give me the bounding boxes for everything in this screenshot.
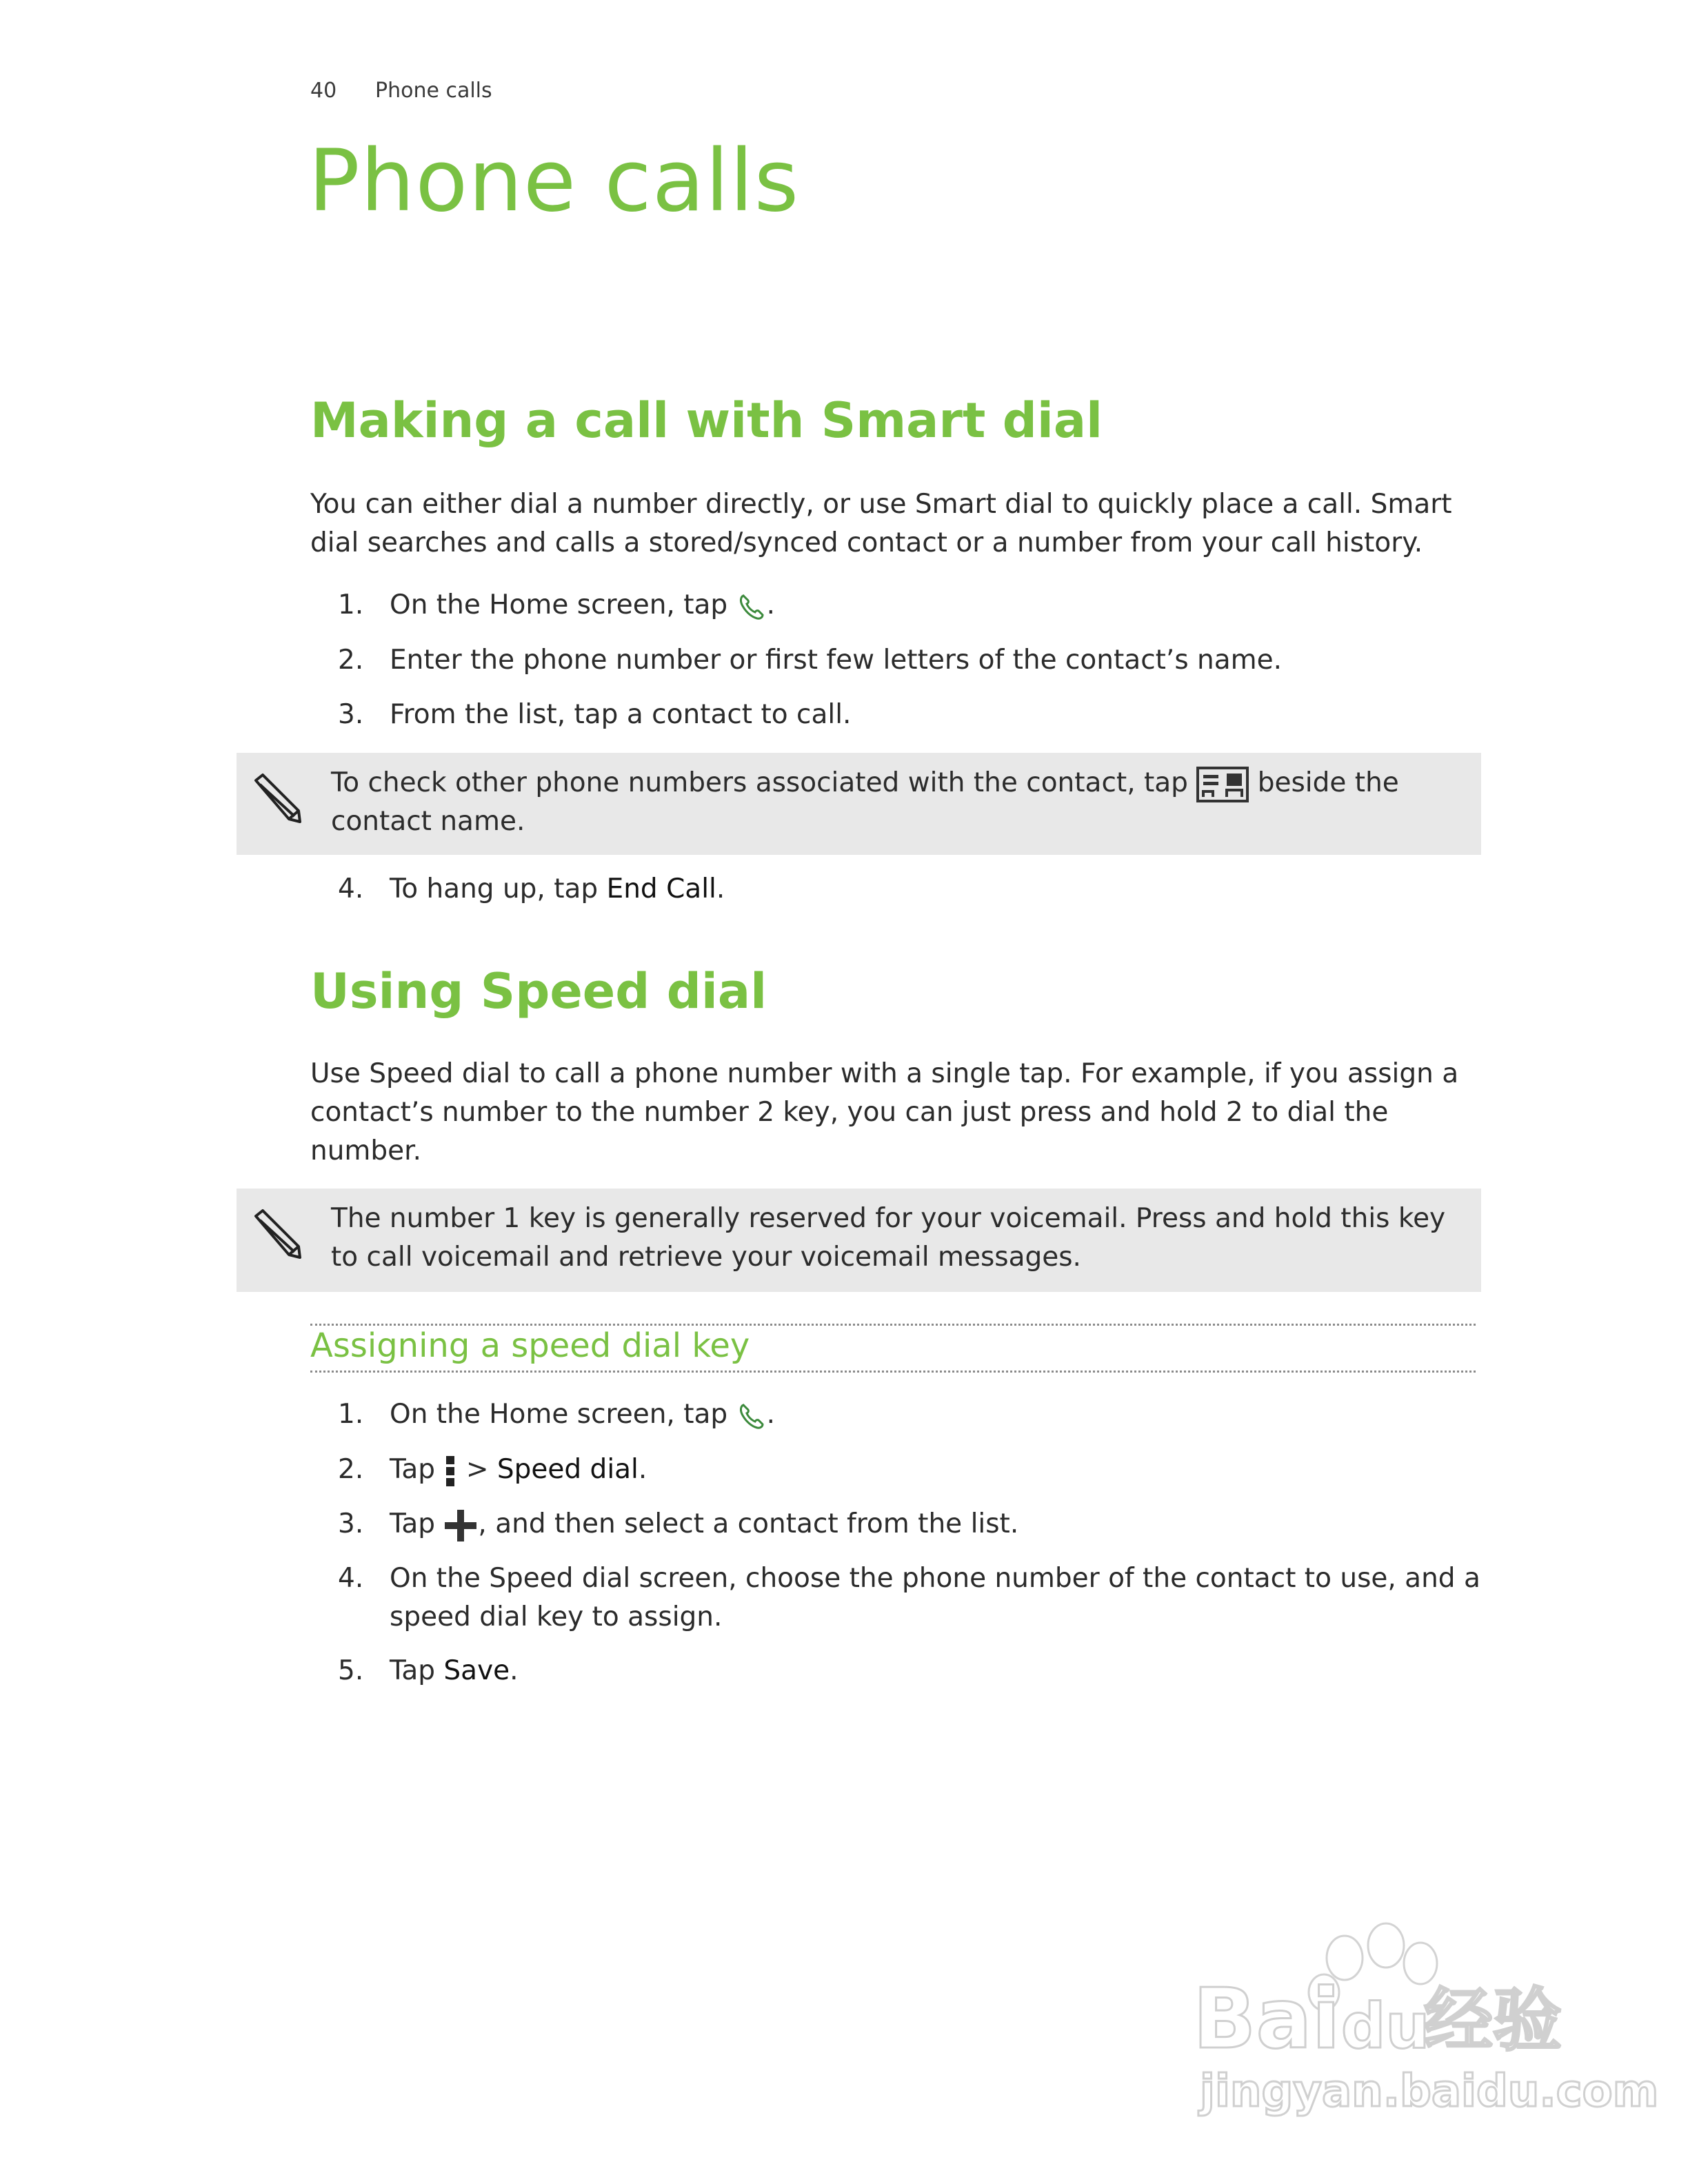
save-label: Save (443, 1655, 510, 1686)
step-text: Enter the phone number or first few letters of the contact’s name. (390, 645, 1283, 676)
step-text: On the Home screen, tap . (390, 589, 775, 620)
note-box (237, 753, 1481, 855)
section-heading-smart-dial: Making a call with Smart dial (310, 392, 1103, 449)
step-number: 3. (338, 699, 364, 730)
intro-line: dial searches and calls a stored/synced contact or a number from your call history. (310, 527, 1423, 558)
menu-dots-icon (443, 1455, 457, 1488)
running-header (310, 79, 492, 103)
step-number: 3. (338, 1508, 364, 1539)
step-number: 5. (338, 1655, 364, 1686)
pencil-note-icon (249, 771, 304, 826)
chapter-title: Phone calls (308, 132, 800, 231)
subsection-heading: Assigning a speed dial key (310, 1326, 750, 1365)
step-text: From the list, tap a contact to call. (390, 699, 852, 730)
step-number: 4. (338, 873, 364, 904)
step-text: Tap , and then select a contact from the list. (390, 1505, 1486, 1544)
note-box (237, 1189, 1481, 1292)
watermark-brand2: du (1341, 1990, 1430, 2063)
step-number: 2. (338, 645, 364, 676)
step-text: Tap Save. (390, 1655, 519, 1686)
page-number: 40 (310, 79, 337, 103)
note-text: The number 1 key is generally reserved for your voicemail. Press and hold this key to call voicemail and retrieve your voicemail messages. (331, 1203, 1446, 1273)
watermark-cn: 经验 (1424, 1980, 1562, 2061)
watermark-url: jingyan.baidu.com (1200, 2066, 1659, 2117)
step-text: On the Home screen, tap . (390, 1399, 775, 1430)
divider (310, 1371, 1476, 1373)
pencil-note-icon (249, 1206, 304, 1262)
divider (310, 1324, 1476, 1326)
step-number: 4. (338, 1563, 364, 1594)
plus-icon (443, 1508, 478, 1543)
smart-dial-intro (310, 485, 1483, 563)
running-title: Phone calls (375, 79, 492, 103)
watermark-brand: Bai (1193, 1972, 1340, 2067)
step-number: 1. (338, 589, 364, 620)
step-number: 2. (338, 1454, 364, 1485)
end-call-label: End Call (606, 873, 716, 904)
step-text: On the Speed dial screen, choose the phone number of the contact to use, and a speed dial key to assign. (390, 1563, 1480, 1632)
step-text: To hang up, tap End Call. (390, 873, 725, 904)
section-heading-speed-dial: Using Speed dial (310, 963, 767, 1020)
speed-dial-label: Speed dial (496, 1454, 639, 1485)
phone-icon (736, 1401, 767, 1431)
contact-card-icon (1196, 767, 1249, 802)
phone-icon (736, 592, 767, 622)
intro-line: You can either dial a number directly, or use Smart dial to quickly place a call. Smart (310, 489, 1452, 520)
speed-dial-intro: Use Speed dial to call a phone number with a single tap. For example, if you assign a contact’s number to the number 2 key, you can just press and hold 2 to dial the number. (310, 1058, 1459, 1166)
step-text: Tap > Speed dial. (390, 1450, 1486, 1489)
baidu-watermark (1186, 1910, 1659, 2117)
step-number: 1. (338, 1399, 364, 1430)
note-text: To check other phone numbers associated with the contact, tap beside the contact name. (331, 767, 1399, 837)
